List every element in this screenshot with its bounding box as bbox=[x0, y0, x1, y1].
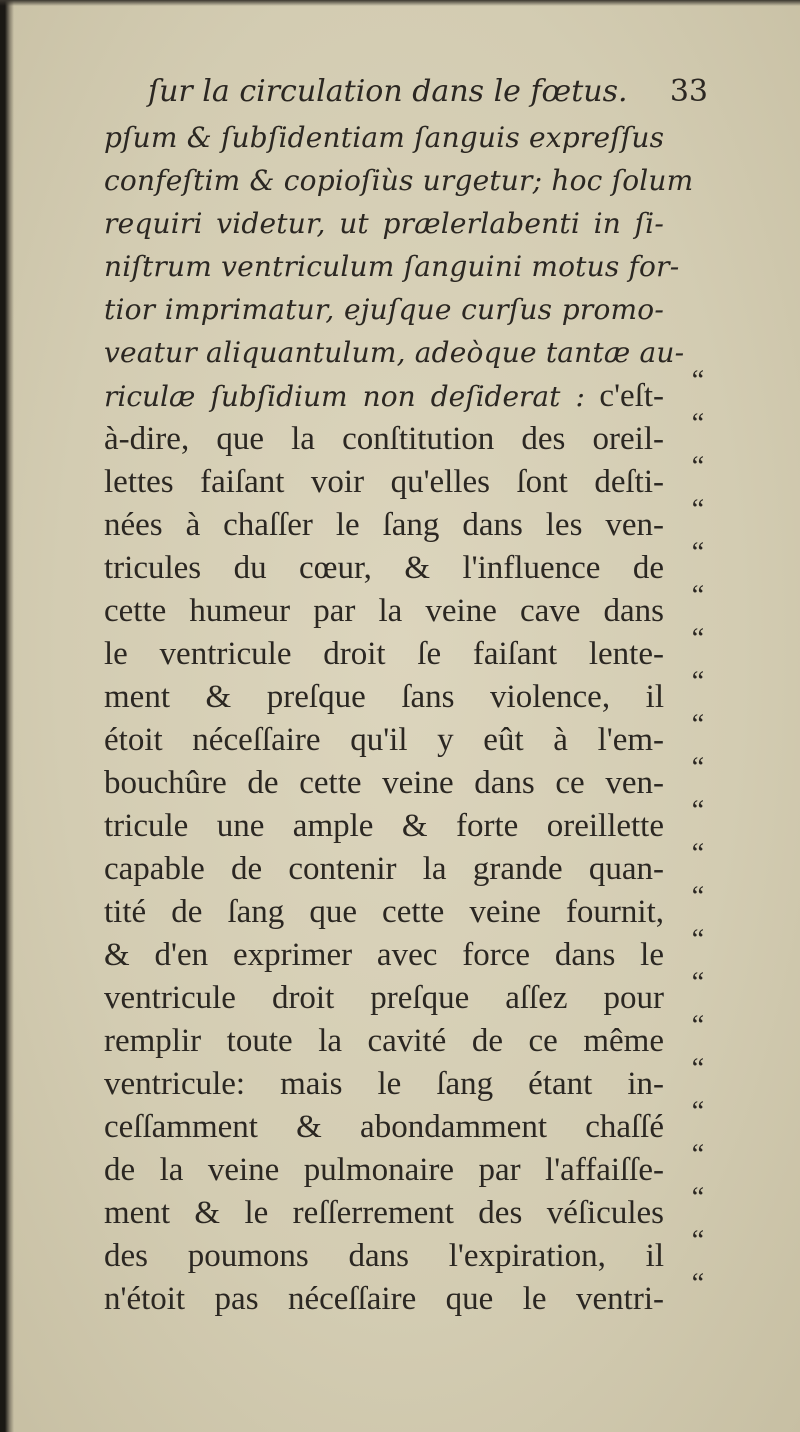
french-line-21: n'étoit pas néceſſaire que le ventri- bbox=[104, 1281, 664, 1317]
quote-mark: “ bbox=[691, 408, 705, 439]
french-line-14: ventricule droit preſque aſſez pour bbox=[104, 980, 664, 1016]
quote-mark: “ bbox=[691, 795, 705, 826]
page-number: 33 bbox=[669, 74, 708, 109]
french-line-20: des poumons dans l'expiration, il bbox=[104, 1238, 664, 1274]
french-line-16: ventricule: mais le ſang étant in- bbox=[104, 1066, 664, 1102]
quote-mark: “ bbox=[691, 752, 705, 783]
quote-mark: “ bbox=[691, 666, 705, 697]
quote-mark: “ bbox=[691, 924, 705, 955]
latin-line-4: niſtrum ventriculum ſanguini motus for- bbox=[104, 250, 680, 283]
french-line-11: capable de contenir la grande quan- bbox=[104, 851, 664, 887]
french-line-19: ment & le reſſerrement des véſicules bbox=[104, 1195, 664, 1231]
quote-mark: “ bbox=[691, 580, 705, 611]
french-line-15: remplir toute la cavité de ce même bbox=[104, 1023, 664, 1059]
latin-line-1: pſum & ſubſidentiam ſanguis expreſſus bbox=[104, 121, 665, 154]
mixed-line bbox=[104, 375, 664, 417]
quote-mark: “ bbox=[691, 451, 705, 482]
quote-mark: “ bbox=[691, 1096, 705, 1127]
running-head bbox=[148, 70, 708, 114]
quote-mark: “ bbox=[691, 537, 705, 568]
french-line-17: ceſſamment & abondamment chaſſé bbox=[104, 1109, 664, 1145]
latin-line-3: requiri videtur, ut prælerlabenti in ſi- bbox=[104, 207, 664, 240]
french-line-3: nées à chaſſer le ſang dans les ven- bbox=[104, 507, 664, 543]
quote-mark: “ bbox=[691, 623, 705, 654]
quote-mark: “ bbox=[691, 838, 705, 869]
french-line-1: à-dire, que la conſtitution des oreil- bbox=[104, 421, 664, 457]
latin-line-6: veatur aliquantulum, adeòque tantæ au- bbox=[104, 336, 685, 369]
french-line-13: & d'en exprimer avec force dans le bbox=[104, 937, 664, 973]
quote-mark: “ bbox=[691, 1225, 705, 1256]
latin-line-5: tior imprimatur, ejuſque curſus promo- bbox=[104, 293, 664, 326]
quote-mark: “ bbox=[691, 709, 705, 740]
french-line-18: de la veine pulmonaire par l'affaiſſe- bbox=[104, 1152, 664, 1188]
french-line-7: ment & preſque ſans violence, il bbox=[104, 679, 664, 715]
quote-mark: “ bbox=[691, 1182, 705, 1213]
french-line-8: étoit néceſſaire qu'il y eût à l'em- bbox=[104, 722, 664, 758]
page-top-edge bbox=[0, 0, 800, 6]
page-binding-edge bbox=[0, 0, 14, 1432]
french-line-4: tricules du cœur, & l'influence de bbox=[104, 550, 664, 586]
french-line-10: tricule une ample & forte oreillette bbox=[104, 808, 664, 844]
quote-mark: “ bbox=[691, 1139, 705, 1170]
quote-mark: “ bbox=[691, 365, 705, 396]
quote-mark: “ bbox=[691, 967, 705, 998]
french-line-6: le ventricule droit ſe faiſant lente- bbox=[104, 636, 664, 672]
quote-mark: “ bbox=[691, 1053, 705, 1084]
quote-mark: “ bbox=[691, 881, 705, 912]
french-line-9: bouchûre de cette veine dans ce ven- bbox=[104, 765, 664, 801]
quote-mark: “ bbox=[691, 1010, 705, 1041]
mixed-line-french: c'eſt- bbox=[584, 378, 664, 414]
quote-mark: “ bbox=[691, 1268, 705, 1299]
latin-line-2: confeſtim & copioſiùs urgetur; hoc ſolum bbox=[104, 164, 694, 197]
running-head-title: ſur la circulation dans le fœtus. bbox=[148, 74, 628, 109]
french-line-12: tité de ſang que cette veine fournit, bbox=[104, 894, 664, 930]
french-line-5: cette humeur par la veine cave dans bbox=[104, 593, 664, 629]
quote-mark: “ bbox=[691, 494, 705, 525]
french-line-2: lettes faiſant voir qu'elles ſont deſti- bbox=[104, 464, 664, 500]
mixed-line-latin: riculæ ſubſidium non deſiderat : bbox=[104, 380, 585, 413]
